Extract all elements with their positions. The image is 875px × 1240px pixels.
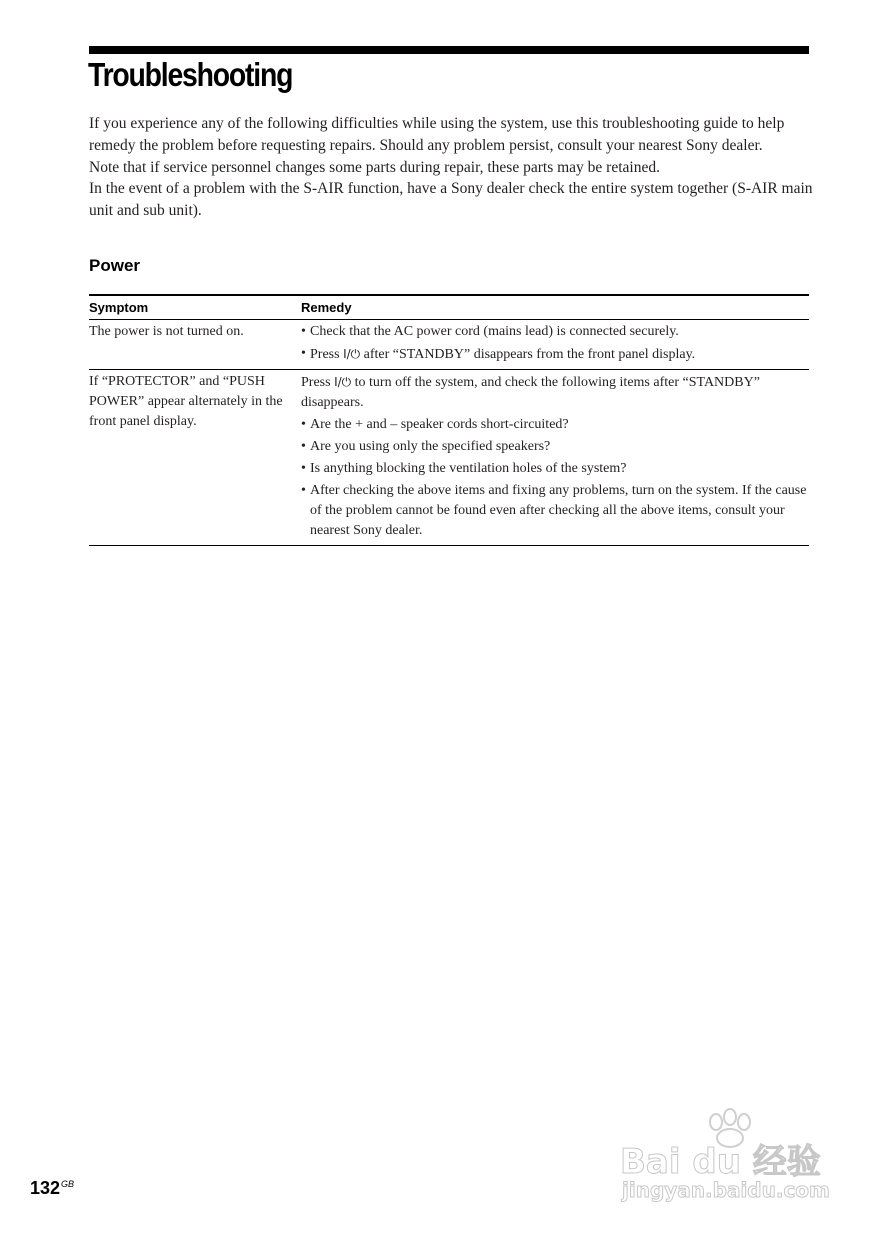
- section-heading-power: Power: [89, 256, 141, 275]
- watermark-url: jingyan.baidu.com: [622, 1178, 830, 1202]
- intro-paragraph: If you experience any of the following difficulties while using the system, use this troubleshooting guide to help remedy the problem before requesting repairs. Should any problem persist, consult your nearest Sony dealer.: [89, 115, 785, 154]
- power-icon: I/⏻: [334, 375, 352, 389]
- remedy-item: • Is anything blocking the ventilation holes of the system?: [301, 459, 809, 479]
- header-rule: [89, 46, 809, 54]
- power-icon: I/⏻: [343, 347, 361, 361]
- remedy-item: • Check that the AC power cord (mains lead) is connected securely.: [301, 322, 809, 342]
- remedy-item: • After checking the above items and fixing any problems, turn on the system. If the cause of the problem cannot be found even after checking all the above items, consult your nearest Sony dealer.: [301, 481, 809, 541]
- baidu-watermark: [618, 1108, 828, 1208]
- remedy-list: [301, 415, 809, 541]
- page-title: Troubleshooting: [88, 56, 293, 93]
- remedy-intro: Press I/⏻ to turn off the system, and check the following items after “STANDBY” disappears.: [301, 375, 760, 410]
- table-header: [89, 296, 809, 320]
- intro-paragraph: In the event of a problem with the S-AIR function, have a Sony dealer check the entire system together (S-AIR main unit and sub unit).: [89, 180, 813, 220]
- remedy-cell: [301, 370, 809, 545]
- remedy-list: [301, 322, 809, 365]
- troubleshooting-table: [89, 294, 809, 546]
- symptom-cell: If “PROTECTOR” and “PUSH POWER” appear alternately in the front panel display.: [89, 374, 283, 429]
- remedy-item: • Are you using only the specified speakers?: [301, 437, 809, 457]
- remedy-item: • Are the + and – speaker cords short-circuited?: [301, 415, 809, 435]
- page-number: $132^{GB}$: [30, 1178, 75, 1198]
- symptom-header: Symptom: [89, 300, 149, 315]
- watermark-logo: Bai du 经验: [620, 1142, 821, 1182]
- remedy-header: Remedy: [301, 300, 352, 315]
- intro-text: [89, 113, 813, 222]
- table-row: [89, 320, 809, 369]
- table-row: [89, 369, 809, 545]
- remedy-item: • Press I/⏻ after “STANDBY” disappears from the front panel display.: [301, 344, 809, 365]
- intro-paragraph: Note that if service personnel changes some parts during repair, these parts may be retained.: [89, 158, 660, 176]
- remedy-cell: [301, 320, 809, 369]
- symptom-cell: The power is not turned on.: [89, 324, 244, 339]
